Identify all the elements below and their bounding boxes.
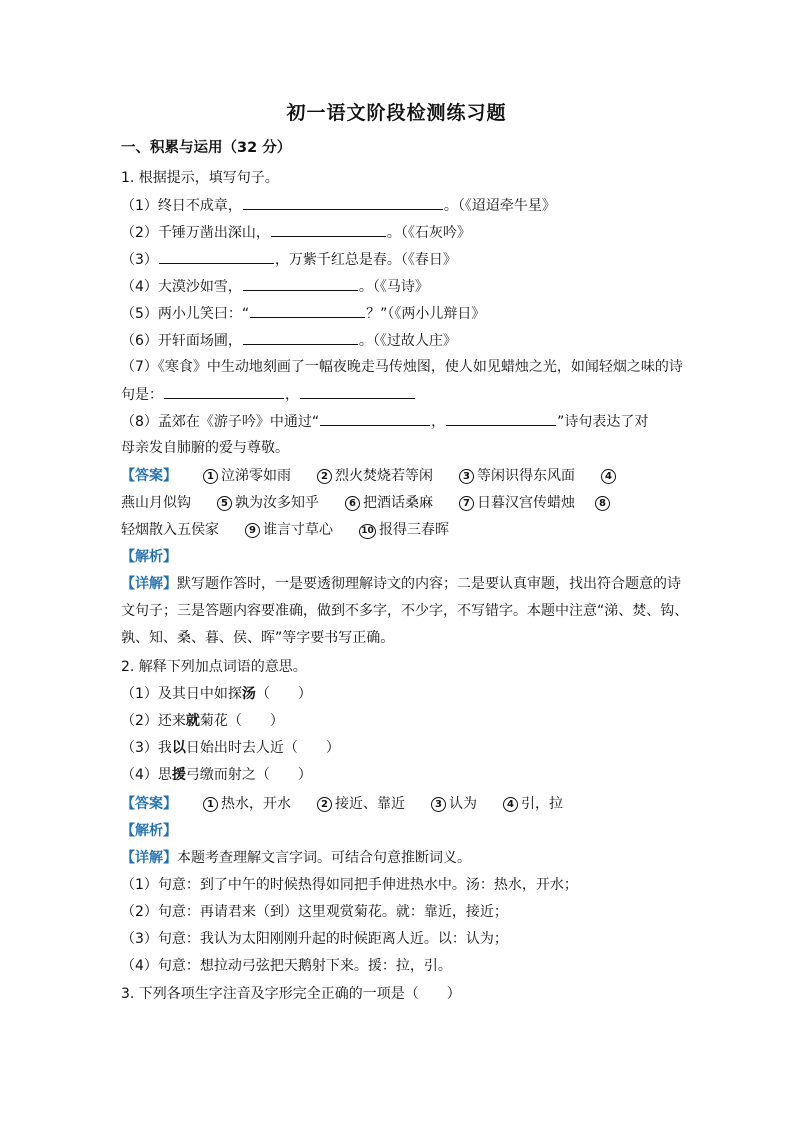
q1-item: （3） ，万紫千红总是春。（《春日》: [121, 249, 457, 270]
answer-tag: 【答案】: [121, 468, 177, 484]
q2-item: （2）还来就菊花（ ）: [121, 713, 284, 729]
q1-answer-line2: 燕山月似钩 5 孰为汝多知乎 6 把酒话桑麻 7 日暮汉宫传蜡烛 8: [121, 493, 613, 513]
answer-blank[interactable]: [250, 303, 365, 318]
q2-detail-line: （4）句意：想拉动弓弦把天鹅射下来。援：拉，引。: [121, 958, 452, 974]
q1-item-8-line1: （8）孟郊在《游子吟》中通过“ ， ”诗句表达了对: [121, 411, 648, 432]
q1-item-7-line1: （7）《寒食》中生动地刻画了一幅夜晚走马传烛图，使人如见蜡烛之光，如闻轻烟之味的诗: [121, 359, 683, 375]
answer-blank[interactable]: [159, 249, 274, 264]
answer-blank[interactable]: [300, 384, 415, 399]
q1-stem: 1. 根据提示，填写句子。: [121, 170, 279, 186]
answer-blank[interactable]: [446, 411, 556, 426]
answer-blank[interactable]: [243, 276, 358, 291]
answer-tag: 【答案】: [121, 796, 177, 812]
q1-item-7-line2: 句是： ，: [121, 384, 416, 405]
q1-item: （1）终日不成章， 。（《迢迢牵牛星》: [121, 195, 556, 216]
section-heading: 一、积累与运用（32 分）: [121, 140, 292, 156]
q2-stem: 2. 解释下列加点词语的意思。: [121, 659, 307, 675]
answer-blank[interactable]: [164, 384, 284, 399]
q1-item-8-line2: 母亲发自肺腑的爱与尊敬。: [121, 440, 289, 456]
q1-detail-line2: 文句子；三是答题内容要准确，做到不多字，不少字，不写错字。本题中注意“涕、焚、钩、: [121, 603, 689, 619]
answer-blank[interactable]: [271, 222, 386, 237]
q3-stem: 3. 下列各项生字注音及字形完全正确的一项是（ ）: [121, 986, 461, 1002]
analysis-tag: 【解析】: [121, 549, 177, 565]
q2-detail-intro: 【详解】本题考查理解文言字词。可结合句意推断词义。: [121, 850, 471, 866]
q2-item: （3）我以日始出时去人近（ ）: [121, 740, 340, 756]
q2-item: （4）思援弓缴而射之（ ）: [121, 767, 312, 783]
answer-blank[interactable]: [243, 330, 358, 345]
q2-detail-line: （2）句意：再请君来（到）这里观赏菊花。就：靠近，接近；: [121, 904, 508, 920]
q1-item: （4）大漠沙如雪， 。（《马诗》: [121, 276, 429, 297]
q1-answer-line1: 【答案】 1 泣涕零如雨 2 烈火焚烧若等闲 3 等闲识得东风面 4: [121, 466, 619, 486]
q1-item: （6）开轩面场圃， 。（《过故人庄》: [121, 330, 457, 351]
q1-answer-line3: 轻烟散入五侯家 9 谁言寸草心 10 报得三春晖: [121, 522, 449, 538]
q1-detail-line1: 【详解】默写题作答时，一是要透彻理解诗文的内容；二是要认真审题，找出符合题意的诗: [121, 576, 681, 592]
answer-blank[interactable]: [320, 411, 430, 426]
q2-detail-line: （3）句意：我认为太阳刚刚升起的时候距离人近。以：认为；: [121, 931, 508, 947]
q1-detail-line3: 孰、知、桑、暮、侯、晖”等字要书写正确。: [121, 630, 395, 646]
answer-blank[interactable]: [243, 195, 443, 210]
page-title: 初一语文阶段检测练习题: [286, 102, 507, 124]
q2-detail-line: （1）句意：到了中午的时候热得如同把手伸进热水中。汤：热水，开水；: [121, 877, 578, 893]
q2-item: （1）及其日中如探汤（ ）: [121, 686, 312, 702]
q2-answer-line: 【答案】 1 热水，开水 2 接近、靠近 3 认为 4 引，拉: [121, 796, 563, 812]
analysis-tag: 【解析】: [121, 823, 177, 839]
q1-item: （5）两小儿笑曰：“ ？”（《两小儿辩日》: [121, 303, 485, 324]
q1-item: （2）千锤万凿出深山， 。（《石灰吟》: [121, 222, 471, 243]
